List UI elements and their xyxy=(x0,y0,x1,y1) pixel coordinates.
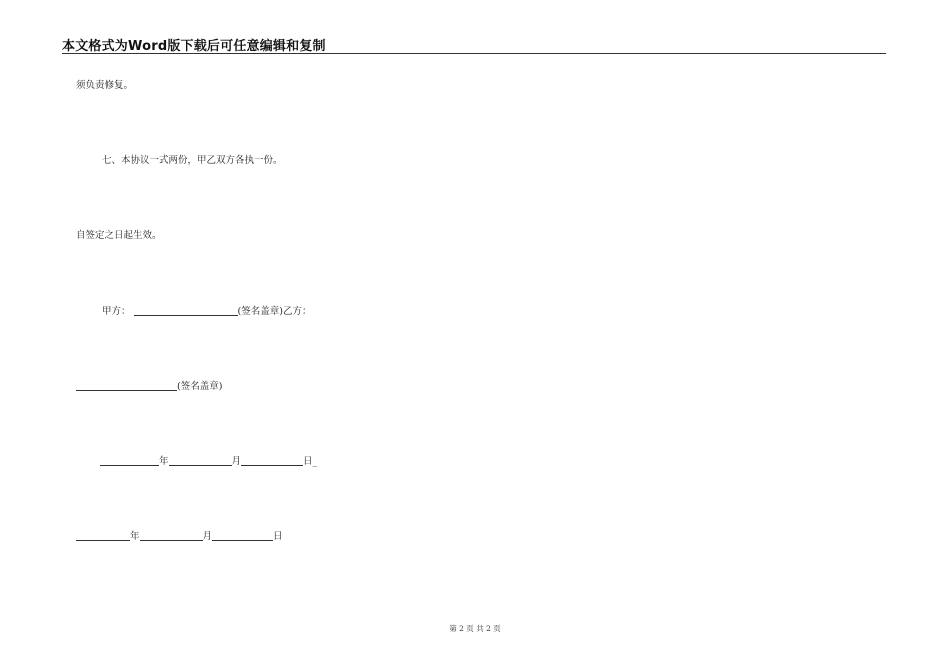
party-a-label: 甲方： xyxy=(102,306,131,317)
text-line-effective: 自签定之日起生效。 xyxy=(76,230,162,241)
date-b-day-label: 日 xyxy=(273,531,283,542)
date-line-party-b xyxy=(76,530,283,543)
header-title: 本文格式为Word版下载后可任意编辑和复制 xyxy=(62,39,326,54)
date-a-day-blank xyxy=(241,455,303,466)
party-b-signature-blank xyxy=(76,380,177,391)
page-footer: 第 2 页 共 2 页 xyxy=(449,624,501,633)
date-b-day-blank xyxy=(212,530,273,541)
date-b-year-label: 年 xyxy=(130,531,140,542)
signature-line-party-b xyxy=(76,380,222,393)
text-line-repair: 须负责修复。 xyxy=(76,80,134,91)
date-a-month-label: 月 xyxy=(231,456,242,467)
page-header xyxy=(62,34,886,54)
date-b-month-label: 月 xyxy=(202,531,213,542)
signature-line-party-a xyxy=(102,305,311,318)
date-a-month-blank xyxy=(169,455,232,466)
date-line-party-a xyxy=(100,455,317,468)
date-a-year-label: 年 xyxy=(159,456,169,467)
text-line-copies: 七、本协议一式两份，甲乙双方各执一份。 xyxy=(102,155,283,166)
date-a-year-blank xyxy=(100,455,159,466)
party-b-seal-label: (签名盖章) xyxy=(177,381,223,392)
party-a-signature-blank xyxy=(134,305,238,316)
date-b-year-blank xyxy=(76,530,130,541)
party-a-seal-label: (签名盖章)乙方： xyxy=(237,306,312,317)
date-a-day-label: 日_ xyxy=(303,456,318,467)
date-b-month-blank xyxy=(140,530,203,541)
